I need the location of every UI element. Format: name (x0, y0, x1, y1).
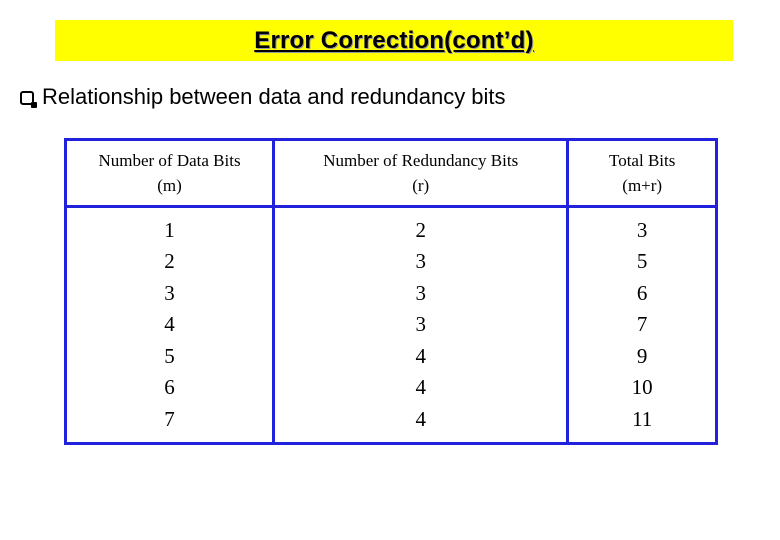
checkbox-bullet-icon (20, 91, 34, 105)
data-bits-column (66, 207, 274, 444)
table-cell: 3 (164, 280, 175, 305)
header-redundancy-bits (274, 140, 568, 207)
table-cell: 4 (164, 312, 175, 337)
header-total-bits-symbol: (m+r) (622, 176, 663, 195)
header-data-bits-symbol: (m) (157, 176, 182, 195)
table-cell: 3 (636, 217, 648, 242)
table-cell: 6 (636, 280, 648, 305)
total-bits-column (568, 207, 717, 444)
table-cell: 10 (631, 375, 653, 400)
header-data-bits (66, 140, 274, 207)
table-cell: 6 (164, 375, 175, 400)
table-cell: 3 (415, 249, 426, 274)
table-cell: 11 (632, 406, 653, 431)
header-total-bits-label: Total Bits (609, 151, 676, 170)
header-total-bits (568, 140, 717, 207)
table-cell: 3 (415, 280, 426, 305)
table-cell: 1 (164, 217, 175, 242)
table-row (66, 207, 717, 444)
table-cell: 4 (415, 343, 426, 368)
table-cell: 4 (415, 406, 426, 431)
table-cell: 4 (415, 375, 426, 400)
table-cell: 5 (636, 249, 648, 274)
table-cell: 2 (415, 217, 426, 242)
table-cell: 9 (636, 343, 648, 368)
table-cell: 2 (164, 249, 175, 274)
table-cell: 3 (415, 312, 426, 337)
header-redundancy-bits-label: Number of Redundancy Bits (323, 151, 519, 170)
bullet-text: Relationship between data and redundancy bits (42, 84, 506, 109)
table-cell: 7 (164, 406, 175, 431)
header-data-bits-label: Number of Data Bits (98, 151, 241, 170)
header-redundancy-bits-symbol: (r) (412, 176, 430, 195)
slide-title: Error Correction(cont’d) (254, 26, 534, 54)
table-cell: 5 (164, 343, 175, 368)
data-redundancy-table (64, 138, 718, 445)
redundancy-bits-column (274, 207, 568, 444)
title-bar (55, 20, 733, 61)
table-header-row (66, 140, 717, 207)
bullet-line (20, 84, 506, 110)
table-cell: 7 (636, 312, 648, 337)
